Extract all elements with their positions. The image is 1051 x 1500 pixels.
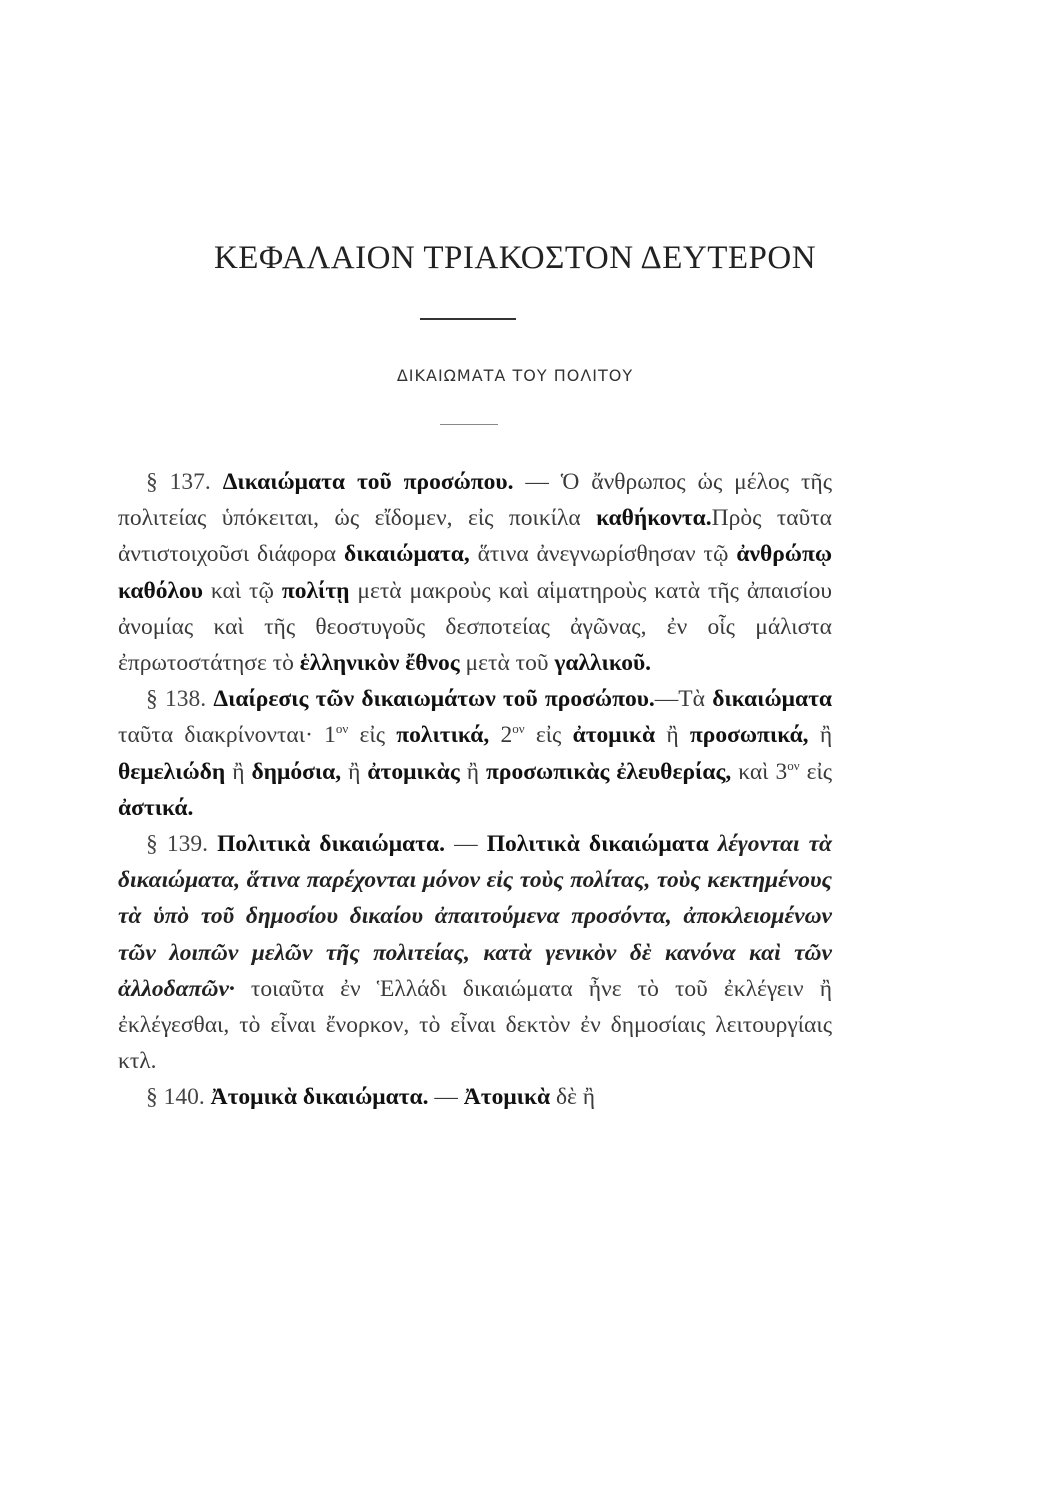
chapter-title: ΚΕΦΑΛΑΙΟΝ ΤΡΙΑΚΟΣΤΟΝ ΔΕΥΤΕΡΟΝ xyxy=(213,240,817,276)
text-run: καὶ 3 xyxy=(738,758,788,785)
bold-term: θεμελιώδη xyxy=(118,758,226,785)
paragraph-title: Ἀτομικὰ δικαιώματα. xyxy=(210,1084,429,1111)
bold-term: δικαιώματα, xyxy=(344,541,470,568)
bold-term: ἀτομικὰ xyxy=(572,722,656,749)
ordinal-suffix: ον xyxy=(787,757,800,773)
text-run: — xyxy=(434,1084,458,1111)
section-number: § 137. xyxy=(146,469,211,495)
section-number: § 140. xyxy=(146,1084,205,1111)
text-run: ἢ xyxy=(348,758,361,785)
text-run: τοιαῦτα ἐν Ἑλλάδι δικαιώματα ἦνε τὸ τοῦ ἐκλέγειν ἢ ἐκλέγεσθαι, τὸ εἶναι ἔνορκον, τὸ εἶναι δεκτὸν ἐν δημοσίαις λειτουργίαις κτλ. xyxy=(118,975,832,1075)
text-run: εἰς xyxy=(359,722,386,749)
text-run: εἰς xyxy=(806,758,833,785)
bold-term: πολιτικά, xyxy=(396,722,490,749)
bold-term: ἀνθρώπῳ καθόλου xyxy=(118,541,833,604)
bold-term: δικαιώματα xyxy=(712,686,833,713)
text-run: ἢ xyxy=(466,758,480,785)
text-run: ἢ xyxy=(232,758,245,785)
body-text xyxy=(118,464,832,1116)
text-run: δὲ ἢ xyxy=(555,1084,596,1111)
text-run: εἰς xyxy=(535,722,562,749)
italic-definition: λέγονται τὰ δικαιώματα, ἅτινα παρέχονται μόνον εἰς τοὺς πολίτας, τοὺς κεκτημένους τὰ ὑπὸ τοῦ δημοσίου δικαίου ἀπαιτούμενα προσόντα, ἀποκλειομένων τῶν λοιπῶν μελῶν τῆς πολιτείας, κατὰ γενικὸν δὲ κανόνα καὶ τῶν ἀλλοδαπῶν· xyxy=(118,831,833,1002)
ordinal-suffix: ον xyxy=(512,721,525,737)
ordinal-suffix: ον xyxy=(335,721,349,737)
paragraph-139 xyxy=(118,826,832,1079)
bold-term: πολίτῃ xyxy=(281,577,350,604)
bold-term: ἀστικά. xyxy=(118,794,194,821)
bold-term: Πολιτικὰ δικαιώματα xyxy=(486,831,709,858)
text-run: ταῦτα διακρίνονται· 1 xyxy=(118,722,336,749)
text-run: 2 xyxy=(500,722,513,749)
bold-term: καθήκοντα. xyxy=(596,505,712,532)
bold-term: Ἀτομικὰ xyxy=(463,1084,551,1111)
text-run: ἅτινα ἀνεγνωρίσθησαν τῷ xyxy=(477,541,729,568)
paragraph-title: Δικαιώματα τοῦ προσώπου. xyxy=(222,469,514,495)
text-run: ἢ xyxy=(666,722,679,749)
text-run: καὶ τῷ xyxy=(210,577,274,604)
bold-term: ἑλληνικὸν ἔθνος xyxy=(299,650,460,677)
text-run: — xyxy=(454,831,478,858)
bold-term: δημόσια, xyxy=(251,758,342,785)
paragraph-title: Πολιτικὰ δικαιώματα. xyxy=(217,831,445,858)
text-run: μετὰ μακροὺς καὶ αἱματηροὺς κατὰ τῆς ἀπαισίου ἀνομίας καὶ τῆς θεοστυγοῦς δεσποτείας ἀγῶνας, ἐν οἷς μάλιστα ἐπρωτοστάτησε τὸ xyxy=(118,577,833,677)
title-divider xyxy=(420,318,516,320)
paragraph-137 xyxy=(118,464,832,681)
text-run: ἢ xyxy=(819,722,833,749)
text-run: μετὰ τοῦ xyxy=(465,650,549,677)
section-number: § 139. xyxy=(146,831,208,858)
text-run: —Τὰ xyxy=(654,686,705,713)
section-heading: ΔΙΚΑΙΩΜΑΤΑ ΤΟΥ ΠΟΛΙΤΟΥ xyxy=(396,366,634,385)
bold-term: προσωπικὰς ἐλευθερίας, xyxy=(486,758,732,785)
heading-divider xyxy=(440,424,498,425)
section-number: § 138. xyxy=(146,686,207,713)
paragraph-title: Διαίρεσις τῶν δικαιωμάτων τοῦ προσώπου. xyxy=(213,686,655,713)
paragraph-140 xyxy=(118,1079,832,1115)
bold-term: γαλλικοῦ. xyxy=(554,650,652,677)
bold-term: προσωπικά, xyxy=(689,722,809,749)
bold-term: ἀτομικὰς xyxy=(367,758,460,785)
paragraph-138 xyxy=(118,681,832,826)
text-run: Πρὸς ταῦτα ἀντιστοιχοῦσι διάφορα xyxy=(118,505,832,568)
text-run: — Ὁ ἄνθρωπος ὡς μέλος τῆς πολιτείας ὑπόκειται, ὡς εἴδομεν, εἰς ποικίλα xyxy=(118,469,833,532)
